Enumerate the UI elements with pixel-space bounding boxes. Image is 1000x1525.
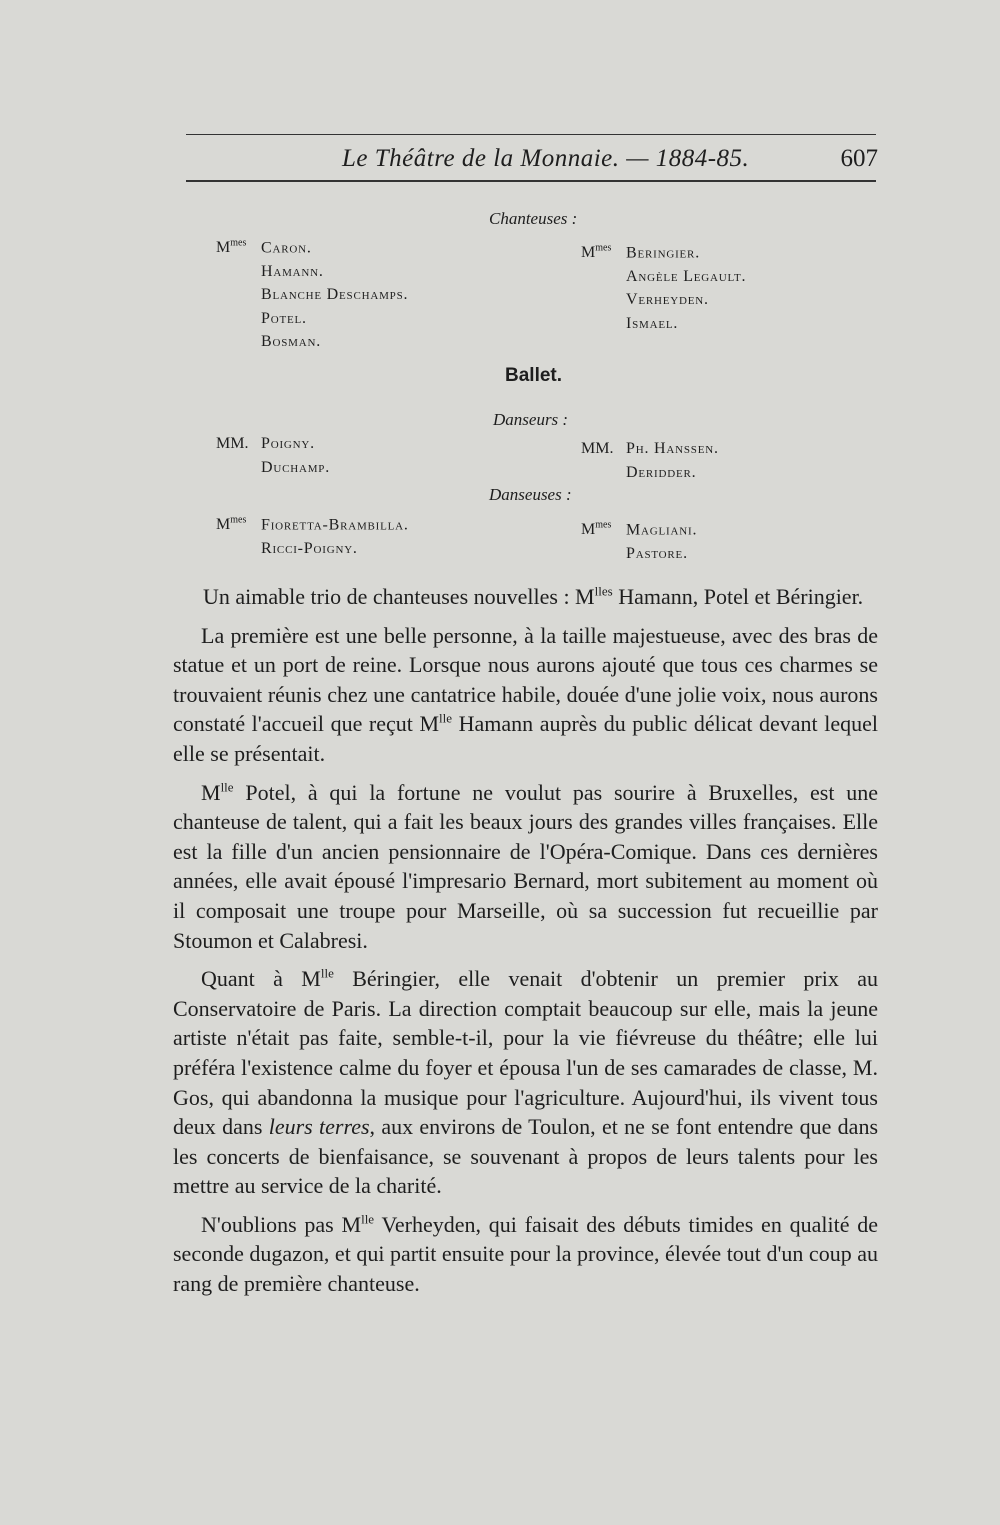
chanteuses-right-list — [581, 237, 746, 335]
italic-phrase: leurs terres — [268, 1114, 370, 1140]
paragraph-2: La première est une belle personne, à la taille majestueuse, avec des bras de statue et un port de reine. Lorsque nous aurons ajouté que tous ces charmes se trouvaient réunis chez une cantatrice habile, douée d'une jolie voix, nous aurons constaté l'accueil que reçut $M^{lle}$ Hamann auprès du public délicat devant lequel elle se présentait. — [173, 622, 879, 766]
list-item: Angèle Legault. — [626, 267, 747, 285]
list-item: Verheyden. — [626, 291, 709, 309]
body-text — [173, 582, 878, 1308]
title-prefix: $M^{mes}$ — [581, 243, 612, 262]
running-header — [186, 145, 876, 177]
page-number: 607 — [840, 145, 878, 172]
title-prefix: $M^{mes}$ — [581, 520, 612, 539]
list-item: $M^{mes}$ Beringier. — [581, 237, 746, 265]
list-item: Ismael. — [626, 314, 679, 332]
list-item: $M^{mes}$ Caron. — [216, 232, 408, 260]
danseuses-left-list — [216, 509, 409, 560]
danseuses-label: Danseuses : — [489, 485, 572, 504]
paragraph-3: $M^{lle}$ Potel, à qui la fortune ne voulut pas sourire à Bruxelles, est une chanteuse de talent, qui a fait les beaux jours des grandes villes françaises. Elle est la fille d'un ancien pensionnaire de l'Opéra-Comique. Dans ces dernières années, elle avait épousé l'impresario Bernard, mort subitement au moment où il composait une troupe pour Marseille, où sa succession fut recueillie par Stoumon et Calabresi. — [173, 779, 878, 953]
list-item: MM. Ph. Hanssen. — [581, 437, 719, 461]
chanteuses-label: Chanteuses : — [489, 209, 578, 228]
list-item: Hamann. — [261, 262, 324, 280]
danseuses-right-list — [581, 514, 697, 565]
running-title: Le Théâtre de la Monnaie. — 1884-85. — [342, 145, 750, 172]
list-item: Bosman. — [261, 333, 322, 351]
title-prefix: MM. — [216, 435, 249, 452]
title-prefix: MM. — [581, 440, 614, 457]
ballet-heading: Ballet. — [505, 365, 563, 386]
danseurs-label: Danseurs : — [493, 410, 569, 429]
list-item: Ricci-Poigny. — [261, 539, 358, 557]
list-item: Pastore. — [626, 544, 688, 562]
paragraph-4: Quant à $M^{lle}$ Béringier, elle venait d'obtenir un premier prix au Conservatoire de Paris. La direction comptait beaucoup sur elle, mais la jeune artiste n'était pas faite, semble-t-il, pour la vie fiévreuse du théâtre; elle lui préféra l'existence calme du foyer et épousa l'un de ses camarades de classe, M. Gos, qui abandonna la musique pour l'agriculture. Aujourd'hui, ils vivent tous deux dans leurs terres, aux environs de Toulon, et ne se font entendre que dans les concerts de bienfaisance, se souvenant à propos de leurs talents pour les mettre au service de la charité. — [173, 965, 879, 1199]
header-bottom-rule — [186, 180, 876, 182]
list-item: Potel. — [261, 309, 307, 327]
title-prefix: $M^{mes}$ — [216, 515, 247, 534]
chanteuses-left-list — [216, 232, 408, 354]
title-prefix: $M^{mes}$ — [216, 238, 247, 257]
list-item: Duchamp. — [261, 458, 331, 476]
list-item: $M^{mes}$ Magliani. — [581, 514, 697, 542]
list-item: Deridder. — [626, 463, 697, 481]
list-item: Blanche Deschamps. — [261, 286, 409, 304]
paragraph-5: N'oublions pas $M^{lle}$ Verheyden, qui faisait des débuts timides en qualité de seconde dugazon, et qui partit ensuite pour la province, élevée tout d'un coup au rang de première chanteuse. — [173, 1211, 878, 1297]
list-item: MM. Poigny. — [216, 432, 330, 456]
danseurs-right-list — [581, 437, 719, 484]
danseurs-left-list — [216, 432, 330, 479]
paragraph-1: Un aimable trio de chanteuses nouvelles : $M^{lles}$ Hamann, Potel et Béringier. — [203, 583, 864, 609]
header-top-rule — [186, 134, 876, 135]
list-item: $M^{mes}$ Fioretta-Brambilla. — [216, 509, 409, 537]
